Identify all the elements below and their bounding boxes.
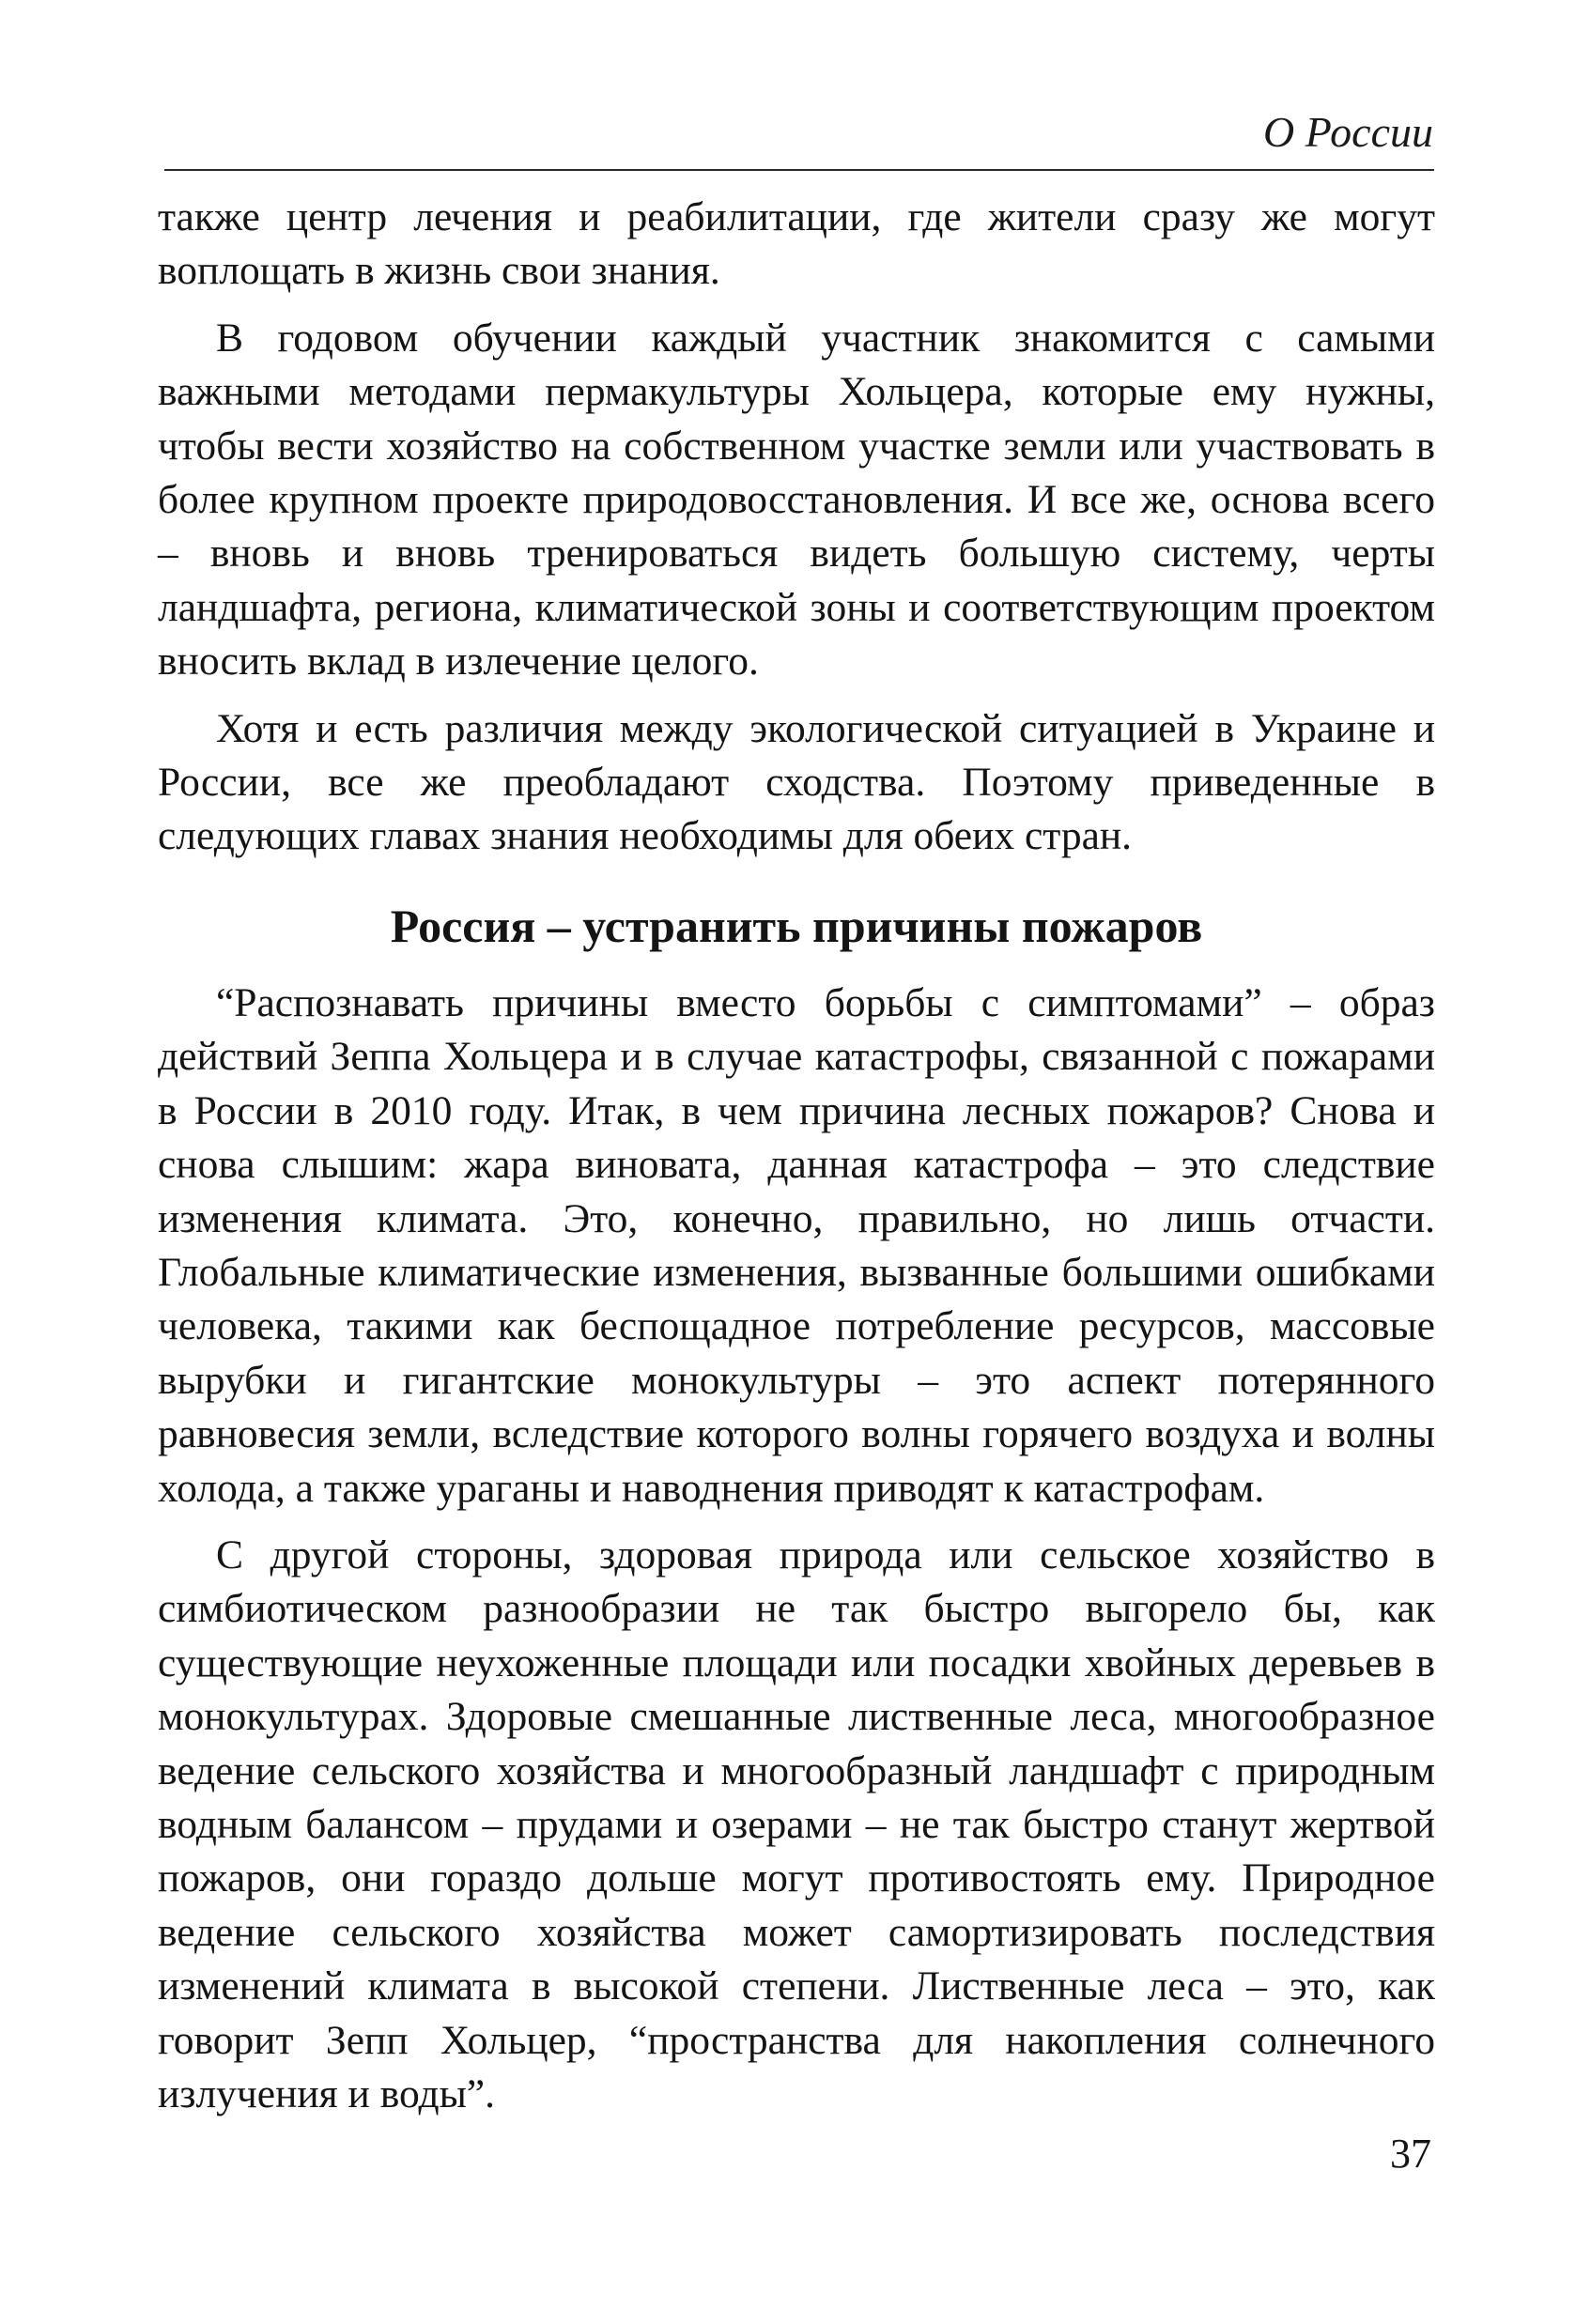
paragraph: С другой стороны, здоровая природа или сельское хозяйство в симбиотическом разнообразии не так быстро выгорело бы, как существующие неухоженные площади или посадки хвойных деревьев в монокультурах. Здоровые смешанные лиственные леса, многообразное ведение сельского хозяйства и многообразный ландшафт с природным водным балансом – прудами и озерами – не так быстро станут жертвой пожаров, они гораздо дольше могут противостоять ему. Природное ведение сельского хозяйства может самортизировать последствия изменений климата в высокой степени. Лиственные леса – это, как говорит Зепп Хольцер, “пространства для накопления солнечного излучения и воды”. xyxy=(158,1531,1435,2116)
paragraph-continued: также центр лечения и реабилитации, где жители сразу же могут воплощать в жизнь свои знания. xyxy=(158,194,1435,294)
running-header: О России xyxy=(1263,108,1433,156)
header-rule xyxy=(164,169,1434,171)
section-heading: Россия – устранить причины пожаров xyxy=(390,899,1203,952)
paragraph: Хотя и есть различия между экологической ситуацией в Украине и России, все же преобладают сходства. Поэтому приведенные в следующих главах знания необходимы для обеих стран. xyxy=(158,705,1435,859)
page-number: 37 xyxy=(1390,2131,1431,2177)
paragraph: В годовом обучении каждый участник знакомится с самыми важными методами пермакультуры Хольцера, которые ему нужны, чтобы вести хозяйство на собственном участке земли или участвовать в более крупном проекте природовосстановления. И все же, основа всего – вновь и вновь тренироваться видеть большую систему, черты ландшафта, региона, климатической зоны и соответствующим проектом вносить вклад в излечение целого. xyxy=(158,315,1435,685)
text-column xyxy=(158,191,1435,2121)
paragraph: “Распознавать причины вместо борьбы с симптомами” – образ действий Зеппа Хольцера и в случае катастрофы, связанной с пожарами в России в 2010 году. Итак, в чем причина лесных пожаров? Снова и снова слышим: жара виновата, данная катастрофа – это следствие изменения климата. Это, конечно, правильно, но лишь отчасти. Глобальные климатические изменения, вызванные большими ошибками человека, такими как беспощадное потребление ресурсов, массовые вырубки и гигантские монокультуры – это аспект потерянного равновесия земли, вследствие которого волны горячего воздуха и волны холода, а также ураганы и наводнения приводят к катастрофам. xyxy=(158,979,1435,1511)
